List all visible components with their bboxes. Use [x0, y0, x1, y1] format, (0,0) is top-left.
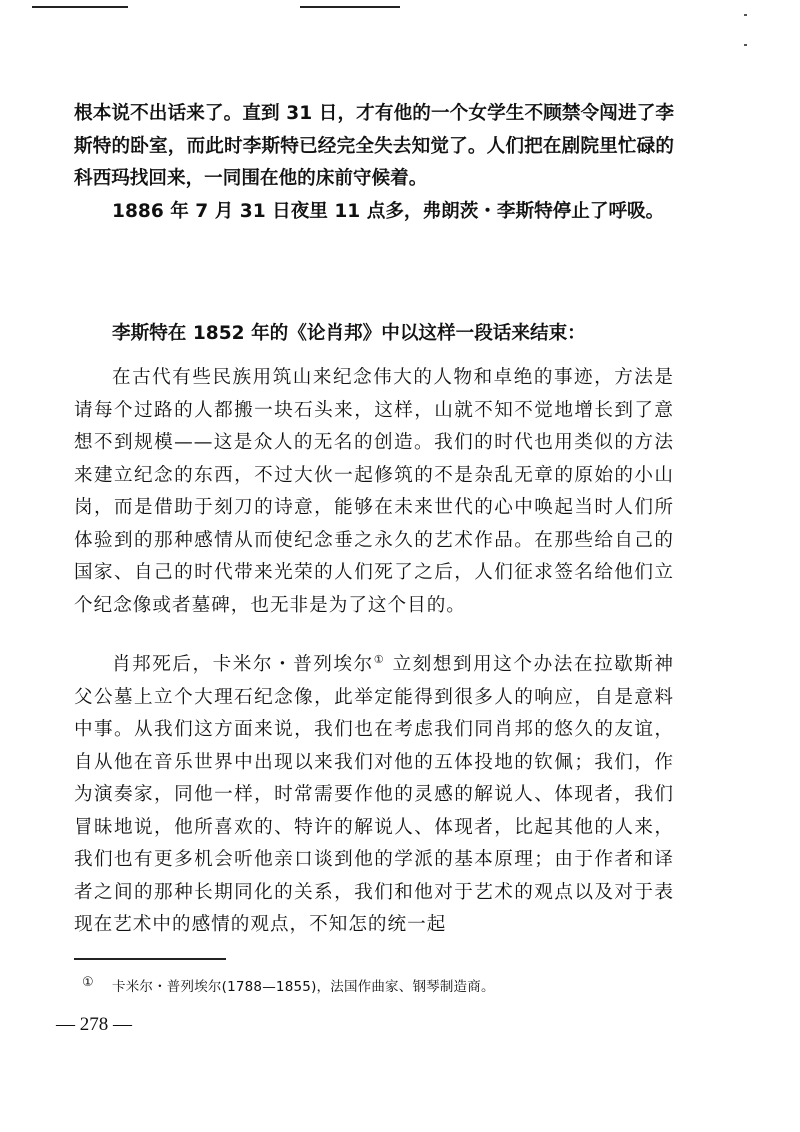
paragraph-3-lead-in: 李斯特在 1852 年的《论肖邦》中以这样一段话来结束： — [112, 323, 586, 344]
paragraph-4-quote: 在古代有些民族用筑山来纪念伟大的人物和卓绝的事迹，方法是请每个过路的人都搬一块石头来，这样，山就不知不觉地增长到了意想不到规模——这是众人的无名的创造。我们的时代也用类似的方法来建立纪念的东西，不过大伙一起修筑的不是杂乱无章的原始的小山岗，而是借助于刻刀的诗意，能够在未来世代的心中唤起当时人们所体验到的那种感情从而使纪念垂之永久的艺术作品。在那些给自己的国家、自己的时代带来光荣的人们死了之后，人们征求签名给他们立个纪念像或者墓碑，也无非是为了这个目的。 — [74, 367, 674, 616]
scan-speck — [744, 44, 747, 46]
footnote-reference: ① — [373, 652, 386, 666]
scan-speck — [744, 14, 747, 16]
page-number: — 278 — — [56, 1014, 132, 1035]
paragraph-2: 1886 年 7 月 31 日夜里 11 点多，弗朗茨・李斯特停止了呼吸。 — [112, 201, 665, 222]
paragraph-5-text-b: 立刻想到用这个办法在拉歇斯神父公墓上立个大理石纪念像，此举定能得到很多人的响应，自是意料中事。从我们这方面来说，我们也在考虑我们同肖邦的悠久的友谊，自从他在音乐世界中出现以来我们对他的五体投地的钦佩；我们，作为演奏家，同他一样，时常需要作他的灵感的解说人、体现者，我们冒昧地说，他所喜欢的、特许的解说人、体现者，比起其他的人来，我们也有更多机会听他亲口谈到他的学派的基本原理；由于作者和译者之间的那种长期同化的关系，我们和他对于艺术的观点以及对于表现在艺术中的感情的观点，不知怎的统一起 — [74, 654, 674, 935]
top-rule-left — [32, 6, 128, 8]
paragraph-5-quote — [74, 649, 674, 942]
footnote-text: 卡米尔・普列埃尔(1788—1855)，法国作曲家、钢琴制造商。 — [112, 979, 495, 995]
footnote — [82, 975, 672, 995]
paragraph-5-text-a: 肖邦死后，卡米尔・普列埃尔 — [112, 654, 374, 675]
top-rule-right — [300, 6, 400, 8]
footnote-mark: ① — [82, 975, 94, 990]
paragraph-1: 根本说不出话来了。直到 31 日，才有他的一个女学生不顾禁令闯进了李斯特的卧室，而此时李斯特已经完全失去知觉了。人们把在剧院里忙碌的科西玛找回来，一同围在他的床前守候着。 — [74, 103, 674, 189]
footnote-rule — [74, 958, 226, 960]
